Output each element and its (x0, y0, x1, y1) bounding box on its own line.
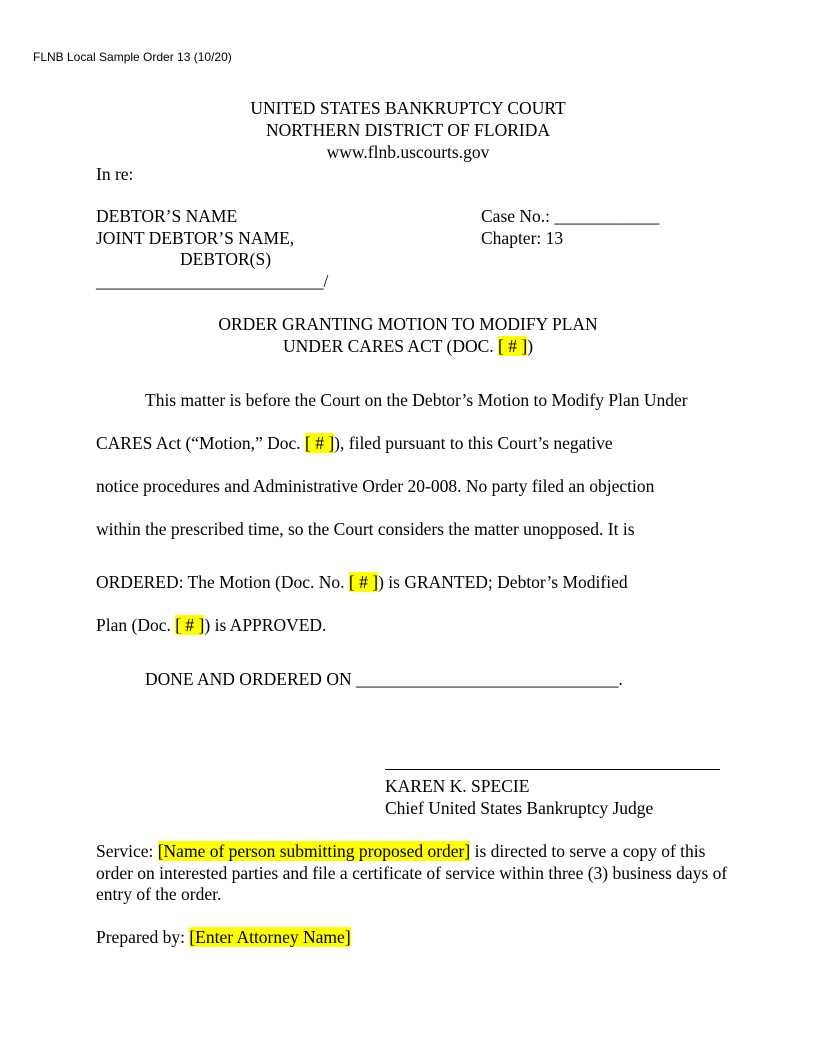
prepared-by-prefix: Prepared by: (96, 927, 190, 947)
signature-line (385, 769, 720, 770)
attorney-name-placeholder: [Enter Attorney Name] (189, 927, 351, 947)
plan-doc-placeholder: [ # ] (175, 615, 205, 635)
doc-number-placeholder: [ # ] (498, 336, 528, 356)
caption-rule: __________________________/ (96, 271, 329, 291)
plan-line (96, 615, 326, 637)
document-label: FLNB Local Sample Order 13 (10/20) (33, 50, 232, 64)
done-and-ordered: DONE AND ORDERED ON ______________________________. (145, 669, 623, 689)
order-title-line-2 (0, 336, 816, 358)
ordered-doc-placeholder: [ # ] (348, 572, 379, 592)
motion-doc-placeholder: [ # ] (305, 433, 335, 453)
body-line-1: This matter is before the Court on the Debtor’s Motion to Modify Plan Under (145, 390, 688, 410)
judge-title: Chief United States Bankruptcy Judge (385, 798, 654, 818)
body-line-2-suffix: ), filed pursuant to this Court’s negative (334, 433, 613, 453)
debtor-label: DEBTOR(S) (180, 249, 272, 269)
service-text: is directed to serve a copy of this order on interested parties and file a certificate of service within three (3) business days of entry of the order. (96, 841, 728, 904)
prepared-by (96, 927, 351, 949)
plan-suffix: ) is APPROVED. (204, 615, 327, 635)
body-line-2 (96, 433, 613, 455)
service-prefix: Service: (96, 841, 158, 861)
body-line-3: notice procedures and Administrative Order 20-008. No party filed an objection (96, 476, 655, 496)
plan-prefix: Plan (Doc. (96, 615, 176, 635)
order-title-suffix: ) (527, 336, 534, 356)
order-title-line-1: ORDER GRANTING MOTION TO MODIFY PLAN (218, 314, 598, 334)
case-number: Case No.: ____________ (481, 206, 660, 226)
debtor-name: DEBTOR’S NAME (96, 206, 238, 226)
order-title-prefix: UNDER CARES ACT (DOC. (282, 336, 499, 356)
service-name-placeholder: [Name of person submitting proposed order] (157, 841, 471, 861)
court-website: www.flnb.uscourts.gov (326, 142, 490, 162)
body-line-2-prefix: CARES Act (“Motion,” Doc. (96, 433, 306, 453)
ordered-suffix: ) is GRANTED; Debtor’s Modified (378, 572, 628, 592)
ordered-prefix: ORDERED: The Motion (Doc. No. (96, 572, 349, 592)
joint-debtor-name: JOINT DEBTOR’S NAME, (96, 228, 295, 248)
district-name: NORTHERN DISTRICT OF FLORIDA (266, 120, 550, 140)
body-line-4: within the prescribed time, so the Court considers the matter unopposed. It is (96, 519, 635, 539)
ordered-line (96, 572, 628, 594)
service-paragraph (96, 841, 736, 906)
court-name: UNITED STATES BANKRUPTCY COURT (250, 98, 566, 118)
judge-name: KAREN K. SPECIE (385, 776, 530, 796)
in-re-label: In re: (96, 164, 134, 184)
chapter: Chapter: 13 (481, 228, 564, 248)
